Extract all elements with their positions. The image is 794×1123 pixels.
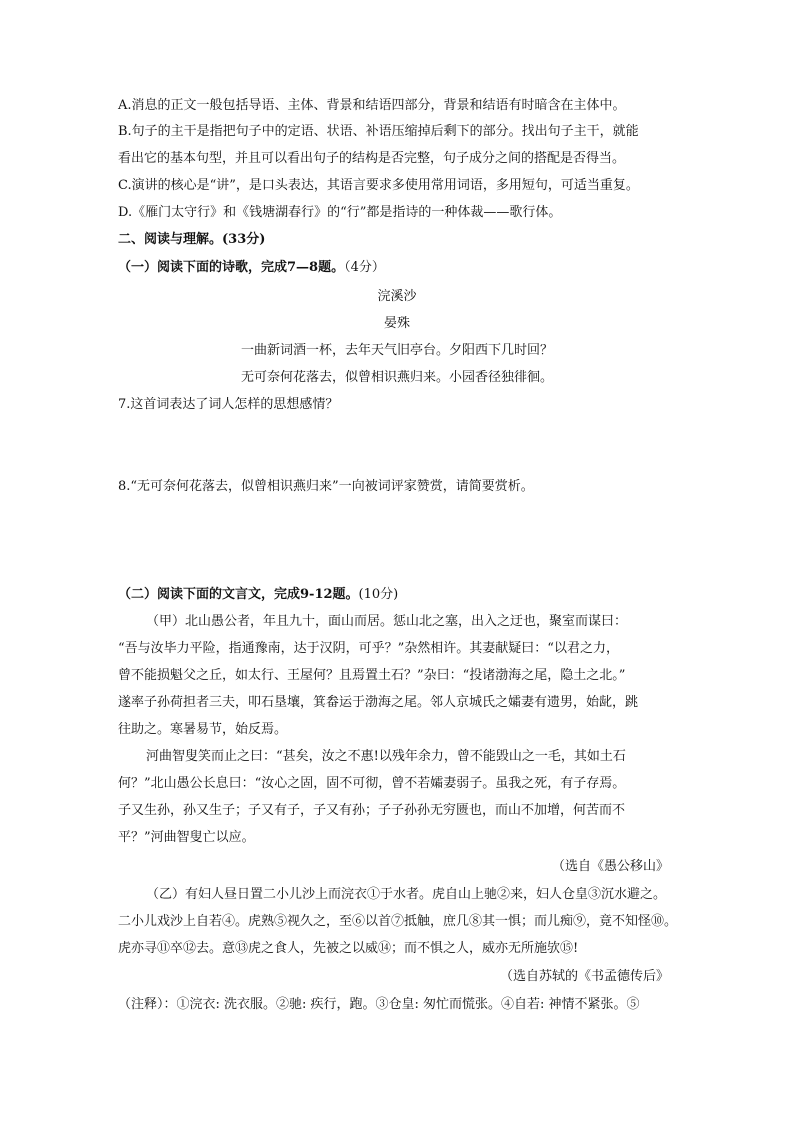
source-yi: （选自苏轼的《书孟德传后》	[499, 969, 669, 984]
passage-jia2-line-4: 平？”河曲智叟亡以应。	[118, 830, 255, 845]
source-jia: （选自《愚公移山》	[551, 859, 669, 874]
passage-yi-line-3: 虎亦寻⑪卒⑫去。意⑬虎之食人，先被之以威⑭；而不惧之人，威亦无所施欤⑮!	[118, 941, 579, 956]
poem-line-2: 无可奈何花落去，似曾相识燕归来。小园香径独徘徊。	[240, 370, 553, 385]
passage-jia-line-4: 遂率子孙荷担者三夫，叩石垦壤，箕畚运于渤海之尾。邻人京城氏之孀妻有遗男，始龀，跳	[118, 695, 639, 710]
passage-jia-line-1: （甲）北山愚公者，年且九十，面山而居。惩山北之塞，出入之迂也，聚室而谋曰：	[146, 614, 628, 629]
passage-yi-line-1: （乙）有妇人昼日置二小儿沙上而浣衣①于水者。虎自山上驰②来，妇人仓皇③沉水避之。	[146, 887, 667, 902]
part1-score: （4分）	[344, 260, 385, 275]
passage-jia2-line-3: 子又生孙，孙又生子；子又有子，子又有孙；子子孙孙无穷匮也，而山不加增，何苦而不	[118, 803, 626, 818]
part2-score: (10分)	[358, 587, 399, 602]
part2-heading-text: （二）阅读下面的文言文，完成9-12题。	[118, 587, 359, 602]
part2-heading	[118, 586, 398, 604]
option-b-line1: B.句子的主干是指把句子中的定语、状语、补语压缩掉后剩下的部分。找出句子主干，就能	[118, 124, 639, 139]
passage-jia2-line-2: 何？”北山愚公长息曰：“汝心之固，固不可彻，曾不若孀妻弱子。虽我之死，有子存焉。	[118, 776, 626, 791]
passage-jia-line-5: 往助之。寒暑易节，始反焉。	[118, 722, 288, 737]
section-heading: 二、阅读与理解。(33分)	[118, 232, 266, 247]
passage-jia-line-3: 曾不能损魁父之丘，如太行、王屋何？且焉置土石？”杂曰：“投诸渤海之尾，隐土之北。”	[118, 668, 626, 683]
option-b-line2: 看出它的基本句型，并且可以看出句子的结构是否完整，句子成分之间的搭配是否得当。	[118, 151, 626, 166]
passage-jia-line-2: “吾与汝毕力平险，指通豫南，达于汉阴，可乎？”杂然相许。其妻献疑曰：“以君之力，	[118, 641, 619, 656]
option-d: D.《雁门太守行》和《钱塘湖春行》的“行”都是指诗的一种体裁——歌行体。	[118, 205, 562, 220]
poem-title: 浣溪沙	[377, 289, 417, 304]
passage-yi-line-2: 二小儿戏沙上自若④。虎熟⑤视久之，至⑥以首⑦抵触，庶几⑧其一惧；而儿痴⑨，竟不知怪⑩。	[118, 914, 678, 929]
option-c: C.演讲的核心是“讲”，是口头表达，其语言要求多使用常用词语，多用短句，可适当重复。	[118, 178, 639, 193]
passage-jia2-line-1: 河曲智叟笑而止之曰：“甚矣，汝之不惠!以残年余力，曾不能毁山之一毛，其如土石	[146, 749, 626, 764]
question-7: 7.这首词表达了词人怎样的思想感情？	[118, 397, 339, 412]
poem-author: 晏殊	[383, 316, 410, 331]
option-a: A.消息的正文一般包括导语、主体、背景和结语四部分，背景和结语有时暗含在主体中。	[118, 98, 626, 113]
annotations: （注释）：①浣衣: 洗衣服。②驰: 疾行，跑。③仓皇: 匆忙而慌张。④自若: 神情不紧张。⑤	[118, 997, 640, 1012]
question-8: 8.“无可奈何花落去，似曾相识燕归来”一向被词评家赞赏，请简要赏析。	[118, 479, 534, 494]
part1-heading	[118, 259, 385, 277]
poem-line-1: 一曲新词酒一杯，去年天气旧亭台。夕阳西下几时回？	[240, 343, 553, 358]
part1-heading-text: （一）阅读下面的诗歌，完成7—8题。	[118, 260, 345, 275]
